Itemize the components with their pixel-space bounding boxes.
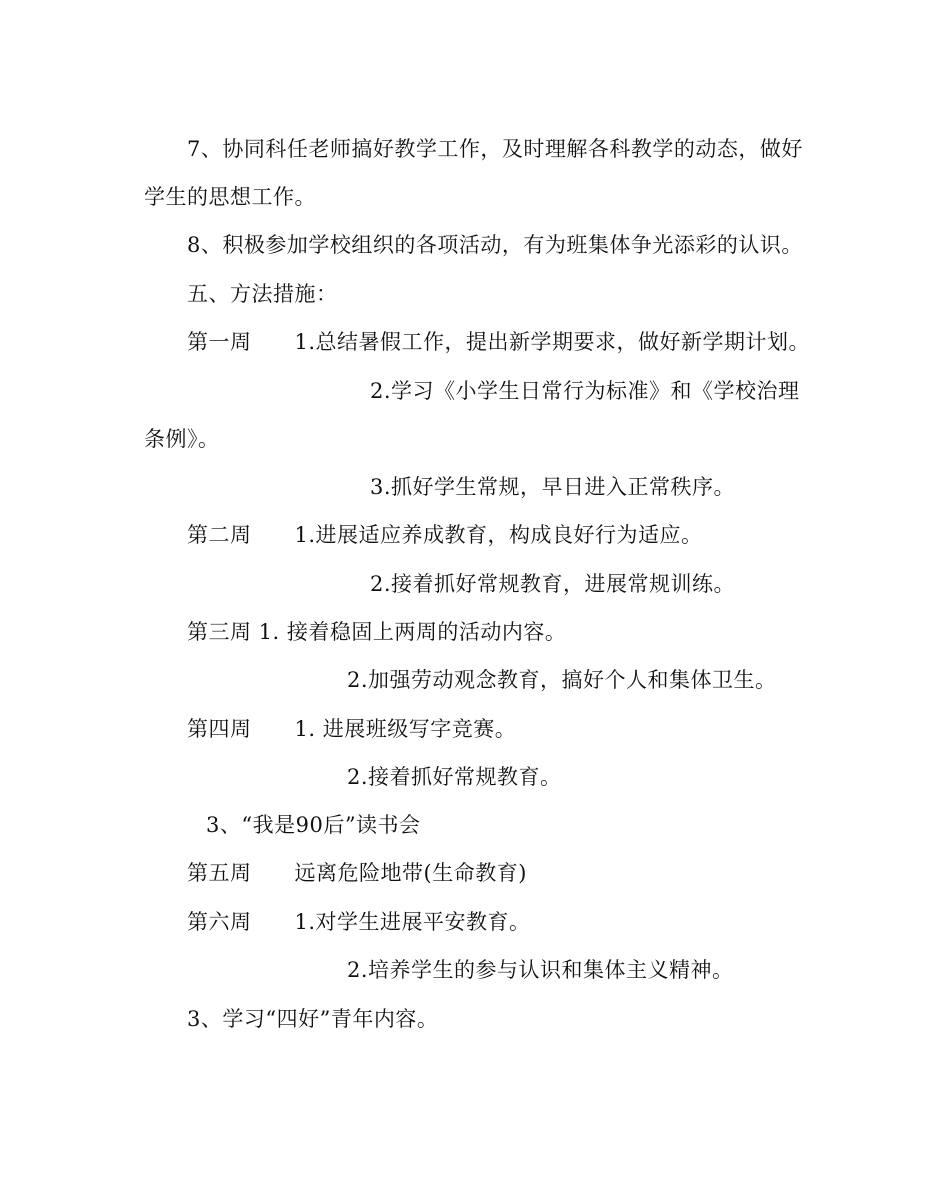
week-5-item: 第五周 远离危险地带(生命教育) <box>187 861 527 885</box>
week-4-item-3: 3、“我是90后”读书会 <box>206 813 421 837</box>
week-1-item-2: 2.学习《小学生日常行为标准》和《学校治理 <box>370 379 800 403</box>
week-6-item-1: 第六周 1.对学生进展平安教育。 <box>187 910 531 934</box>
week-4-item-2: 2.接着抓好常规教育。 <box>347 765 562 789</box>
week-1-item-2-continued: 条例》。 <box>144 427 220 451</box>
paragraph-item-7: 7、协同科任老师搞好教学工作，及时理解各科教学的动态，做好 <box>187 137 803 161</box>
week-1-item-1: 第一周 1.总结暑假工作，提出新学期要求，做好新学期计划。 <box>187 330 811 354</box>
paragraph-item-8: 8、积极参加学校组织的各项活动，有为班集体争光添彩的认识。 <box>187 233 803 257</box>
week-4-item-1: 第四周 1. 进展班级写字竞赛。 <box>187 717 517 741</box>
week-6-item-2: 2.培养学生的参与认识和集体主义精神。 <box>347 958 734 982</box>
week-1-item-3: 3.抓好学生常规，早日进入正常秩序。 <box>370 475 736 499</box>
paragraph-item-7-continued: 学生的思想工作。 <box>144 185 316 209</box>
week-3-item-2: 2.加强劳动观念教育，搞好个人和集体卫生。 <box>347 668 777 692</box>
section-heading-methods: 五、方法措施： <box>187 282 338 306</box>
week-6-item-3: 3、学习“四好”青年内容。 <box>187 1007 439 1031</box>
week-3-item-1: 第三周 1. 接着稳固上两周的活动内容。 <box>187 620 567 644</box>
week-2-item-2: 2.接着抓好常规教育，进展常规训练。 <box>370 572 736 596</box>
week-2-item-1: 第二周 1.进展适应养成教育，构成良好行为适应。 <box>187 523 703 547</box>
